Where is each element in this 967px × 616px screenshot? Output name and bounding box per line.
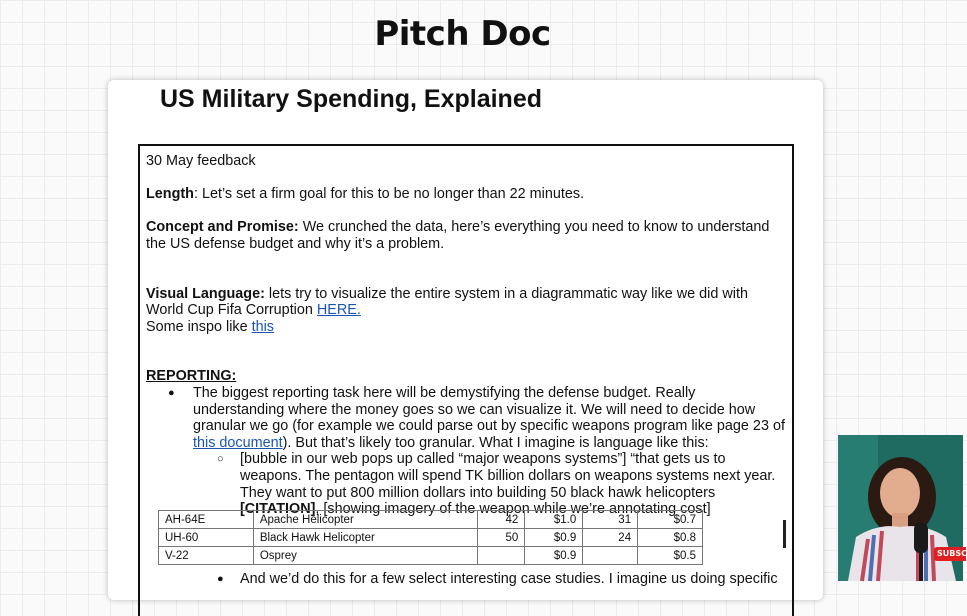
weapons-table-strip (158, 513, 703, 562)
document-body (138, 144, 794, 616)
table-cell-cost2: $0.7 (638, 511, 703, 529)
subscribe-badge[interactable]: SUBSC (934, 547, 966, 561)
citation-marker: [CITATION] (240, 501, 316, 518)
reporting-list (146, 385, 786, 518)
table-row (159, 511, 703, 529)
visual-text: lets try to visualize the entire system in a diagrammatic way like we did with World Cup Fifa Corruption (146, 285, 748, 319)
table-cell-code: V-22 (159, 547, 254, 565)
table-cell-name: Apache Helicopter (253, 511, 478, 529)
reporting-list-2 (146, 571, 786, 588)
length-label: Length (146, 186, 194, 203)
concept-label: Concept and Promise: (146, 219, 299, 236)
table-cell-cost2: $0.5 (638, 547, 703, 565)
inspo-text: Some inspo like (146, 318, 252, 335)
table-cell-qty2: 31 (583, 511, 638, 529)
table-cell-name: Black Hawk Helicopter (253, 529, 478, 547)
table-cell-qty2 (583, 547, 638, 565)
here-link[interactable]: HERE. (316, 302, 361, 319)
table-cell-qty2: 24 (583, 529, 638, 547)
reporting-label: REPORTING: (146, 368, 237, 385)
table-cell-cost1: $1.0 (525, 511, 583, 529)
subbullet-text-b: , [showing imagery of the weapon while we’re annotating cost] (315, 501, 711, 518)
webcam-overlay (838, 435, 967, 581)
page-heading: Pitch Doc (374, 14, 551, 54)
reporting-heading (146, 368, 786, 385)
table-cell-qty1: 50 (478, 529, 525, 547)
reporting-bullet-2: ● And we’d do this for a few select interesting case studies. I imagine us doing specific (146, 571, 786, 588)
reporting-bullet-1-text-b: ). But that’s likely too granular. What I imagine is language like this: (282, 434, 709, 451)
table-cell-qty1: 42 (478, 511, 525, 529)
table-cell-name: Osprey (253, 547, 478, 565)
reporting-bullet-1-text-a: The biggest reporting task here will be demystifying the defense budget. Really understanding where the money goes so we can visualize it. We will need to decide how granular we go (for example we could parse out by specific weapons program like page 23 of (193, 384, 785, 435)
concept-text: We crunched the data, here’s everything you need to know to understand the US defense budget and why it’s a problem. (146, 219, 770, 252)
date-line: 30 May feedback (146, 153, 256, 169)
reporting-bullet-1 (146, 385, 786, 518)
subbullet-text-a: [bubble in our web pops up called “major weapons systems”] “that gets us to weapons. The pentagon will spend TK billion dollars on weapons systems next year. They want to put 800 million dollars into building 50 black hawk helicopters (240, 451, 776, 501)
visual-paragraph (146, 286, 786, 319)
scrollbar-thumb[interactable] (783, 520, 786, 548)
visual-label: Visual Language: (146, 285, 265, 302)
table-cell-code: AH-64E (159, 511, 254, 529)
table-cell-code: UH-60 (159, 529, 254, 547)
inspo-link[interactable]: this (251, 318, 274, 335)
table-cell-cost1: $0.9 (525, 547, 583, 565)
document-card (108, 80, 823, 600)
length-text: : Let’s set a firm goal for this to be no longer than 22 minutes. (193, 186, 585, 203)
table-cell-cost2: $0.8 (638, 529, 703, 547)
reporting-subbullet (193, 451, 786, 517)
inspo-line (146, 319, 786, 336)
table-cell-qty1 (478, 547, 525, 565)
table-row (159, 547, 703, 565)
reporting-sublist (193, 451, 786, 517)
length-paragraph (146, 186, 786, 203)
table-row (159, 529, 703, 547)
document-title: US Military Spending, Explained (160, 85, 543, 113)
weapons-table (158, 510, 703, 565)
concept-paragraph (146, 219, 786, 252)
table-cell-cost1: $0.9 (525, 529, 583, 547)
this-document-link[interactable]: this document (193, 434, 283, 451)
